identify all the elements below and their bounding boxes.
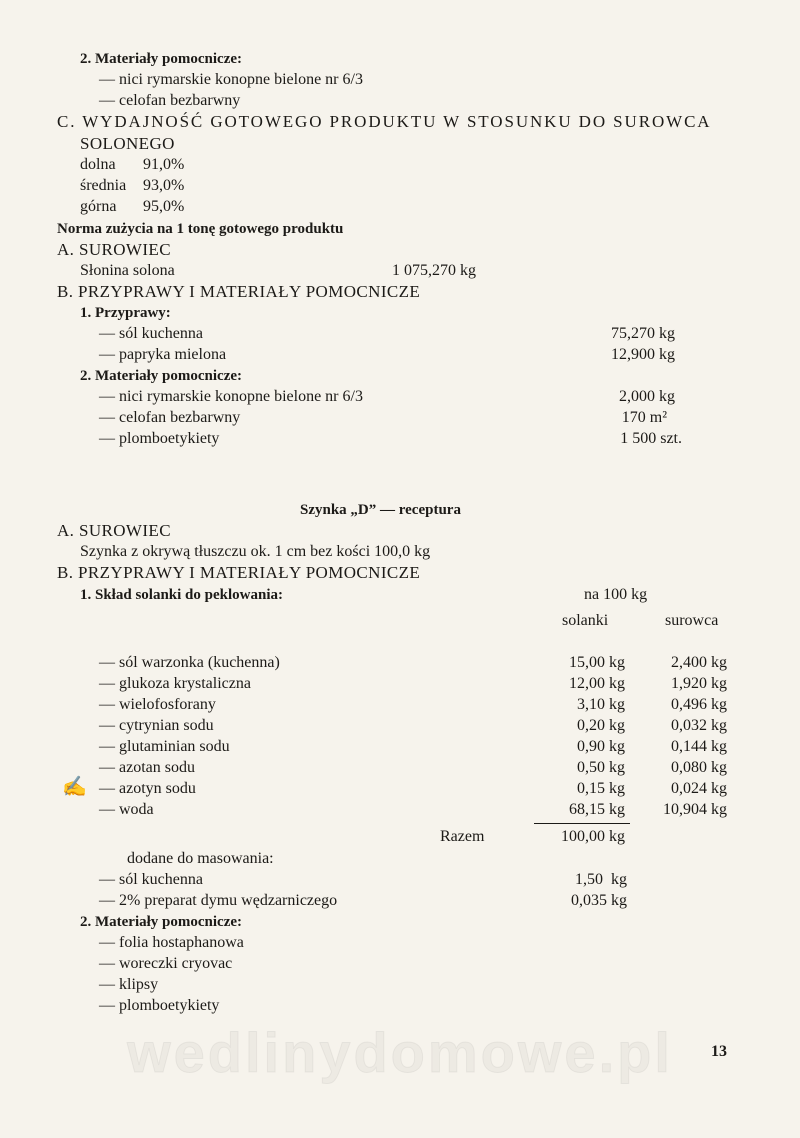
raw-value: 0,032 kg [671,717,727,734]
materials-heading: 2. Materiały pomocnicze: [80,51,243,67]
spice-item: — papryka mielona [99,346,227,363]
yield-heading-cont: SOLONEGO [80,134,175,153]
material-item: — folia hostaphanowa [99,934,244,951]
yield-value: 95,0% [143,198,185,215]
spice-value: 75,270 kg [611,325,675,342]
raw-material-item: Szynka z okrywą tłuszczu ok. 1 cm bez kości 100,0 kg [80,543,431,560]
pen-mark-icon: ✍ [62,776,87,798]
material-item: — plomboetykiety [99,997,220,1014]
raw-material-heading: A. SUROWIEC [57,521,171,540]
raw-value: 1,920 kg [671,675,727,692]
yield-label: górna [80,198,117,215]
brine-value: 0,15 kg [577,780,625,797]
brine-value: 0,20 kg [577,717,625,734]
raw-value: 0,080 kg [671,759,727,776]
total-value: 100,00 kg [561,828,625,845]
material-item: — celofan bezbarwny [99,409,241,426]
massage-item: — sól kuchenna [99,871,203,888]
raw-material-item: Słonina solona [80,262,175,279]
spices-heading: B. PRZYPRAWY I MATERIAŁY POMOCNICZE [57,563,421,582]
raw-value: 0,496 kg [671,696,727,713]
raw-material-heading: A. SUROWIEC [57,240,171,259]
brine-item: — wielofosforany [99,696,216,713]
massage-value: 0,035 kg [571,892,627,909]
brine-heading: 1. Skład solanki do peklowania: [80,587,283,603]
brine-value: 15,00 kg [569,654,625,671]
spice-item: — sól kuchenna [99,325,203,342]
massage-item: — 2% preparat dymu wędzarniczego [99,892,338,909]
yield-value: 91,0% [143,156,185,173]
massage-label: dodane do masowania: [127,850,274,867]
brine-item: — glukoza krystaliczna [99,675,251,692]
materials-subheading: 2. Materiały pomocnicze: [80,914,243,930]
material-value: 2,000 kg [619,388,675,405]
brine-value: 12,00 kg [569,675,625,692]
total-label: Razem [440,828,485,845]
massage-value: 1,50 kg [575,871,627,888]
per-label: na 100 kg [584,586,648,603]
raw-value: 0,144 kg [671,738,727,755]
raw-material-value: 1 075,270 kg [392,262,476,279]
brine-item: — woda [99,801,154,818]
material-item: — woreczki cryovac [99,955,233,972]
material-item: — plomboetykiety [99,430,220,447]
brine-item: — glutaminian sodu [99,738,230,755]
yield-heading: C. WYDAJNOŚĆ GOTOWEGO PRODUKTU W STOSUNKU DO SUROWCA [57,112,712,131]
brine-item: — azotyn sodu [99,780,196,797]
brine-value: 3,10 kg [577,696,625,713]
material-item: — klipsy [99,976,159,993]
yield-label: dolna [80,156,116,173]
material-value: 170 m² [621,409,667,426]
recipe-title: Szynka „D” — receptura [300,502,461,518]
brine-value: 0,50 kg [577,759,625,776]
raw-value: 0,024 kg [671,780,727,797]
brine-value: 68,15 kg [569,801,625,818]
material-item: — nici rymarskie konopne bielone nr 6/3 [99,71,363,88]
watermark: wedlinydomowe.pl [127,1021,673,1084]
column-header-raw: surowca [665,612,719,629]
norm-heading: Norma zużycia na 1 tonę gotowego produktu [57,221,344,237]
column-header-brine: solanki [562,612,609,629]
raw-value: 10,904 kg [663,801,727,818]
sum-rule [534,823,630,824]
brine-value: 0,90 kg [577,738,625,755]
yield-label: średnia [80,177,127,194]
material-item: — nici rymarskie konopne bielone nr 6/3 [99,388,363,405]
yield-value: 93,0% [143,177,185,194]
spices-heading: B. PRZYPRAWY I MATERIAŁY POMOCNICZE [57,282,421,301]
brine-item: — cytrynian sodu [99,717,214,734]
page-number: 13 [711,1043,727,1060]
brine-item: — sól warzonka (kuchenna) [99,654,280,671]
spice-value: 12,900 kg [611,346,675,363]
raw-value: 2,400 kg [671,654,727,671]
material-item: — celofan bezbarwny [99,92,241,109]
spices-subheading: 1. Przyprawy: [80,305,171,321]
brine-item: — azotan sodu [99,759,195,776]
materials-subheading: 2. Materiały pomocnicze: [80,368,243,384]
material-value: 1 500 szt. [620,430,682,447]
